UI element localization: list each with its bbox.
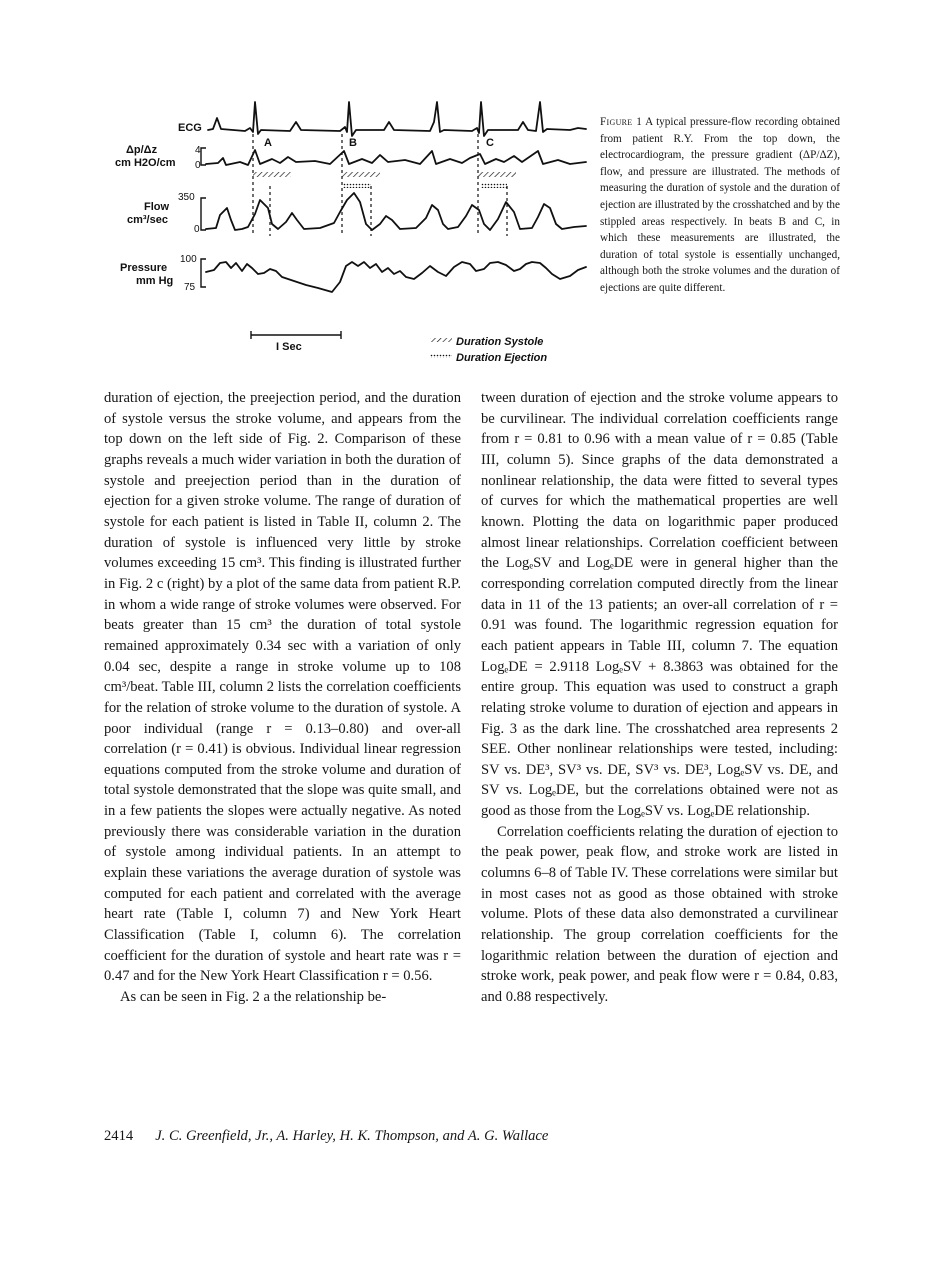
beat-b-label: B	[349, 137, 357, 149]
beat-a-label: A	[264, 137, 272, 149]
caption-text: A typical pressure-flow recording obtained from patient R.Y. From the top down, the electrocardiogram, the pressure gradient (ΔP/ΔZ), flow, and pressure are illustrated. The methods of measuring the duration of systole and the duration of ejection are illustrated by the crosshatched and by the stippled areas respectively. In beats B and C, in which these measurements are illustrated, the duration of total systole is essentially unchanged, although both the stroke volumes and the duration of ejections are quite different.	[600, 116, 840, 294]
systole-hatch-a	[253, 172, 291, 177]
flow-tick-bottom: 0	[194, 224, 200, 235]
figure-1-caption	[600, 114, 840, 297]
pressure-tick-bottom: 75	[184, 282, 196, 293]
caption-heading: Figure 1	[600, 116, 643, 128]
left-paragraph-1: duration of ejection, the preejection period, and the duration of systole versus the stroke volume, and appears from the top down on the left side of Fig. 2. Comparison of these graphs reveals a much wider variation in both the duration of systole and preejection period than in the duration of ejection for a given stroke volume. The range of duration of systole for each patient is listed in Table II, column 2. The duration of systole is influenced very little by stroke volumes exceeding 15 cm³. This finding is illustrated further in Fig. 2 c (right) by a plot of the same data from patient R.P. in whom a wide range of stroke volumes were observed. For beats greater than 15 cm³ the duration of total systole remained approximately 0.34 sec with a variation of only 0.04 sec, despite a range in stroke volume up to 108 cm³/beat. Table III, column 2 lists the correlation coefficients for the relation of stroke volume to the duration of systole. A poor individual (range r = 0.13–0.80) and over-all correlation (r = 0.41) is obvious. Individual linear regression equations computed from the stroke volume and duration of total systole demonstrated that the slope was quite small, and in a few patients the slopes were actually negative. As noted previously there was considerable variation in the duration of systole among individual patients. In an attempt to explain these variations the average duration of systole was computed for each patient and correlated with the average heart rate (Table I, column 7) and New York Heart Classification (Table I, column 6). The correlation coefficient for the duration of systole and heart rate was r = 0.47 and for the New York Heart Classification r = 0.56.	[104, 390, 461, 985]
gradient-label: Δp/Δz	[126, 144, 158, 156]
pressure-tick-top: 100	[180, 254, 197, 265]
legend-systole: Duration Systole	[456, 336, 544, 348]
legend-hatch-swatch	[430, 338, 452, 342]
ecg-trace	[208, 102, 586, 136]
pressure-scale-bracket	[201, 259, 206, 287]
left-paragraph-2: As can be seen in Fig. 2 a the relationship be-	[120, 989, 387, 1006]
figure-1-recording	[100, 96, 592, 372]
gradient-trace	[206, 150, 586, 165]
left-column	[104, 388, 461, 1008]
legend-stipple-swatch	[430, 354, 452, 358]
legend-ejection: Duration Ejection	[456, 352, 548, 364]
beat-c-label: C	[486, 137, 494, 149]
right-paragraph-2: Correlation coefficients relating the duration of ejection to the peak power, peak flow, and stroke work are listed in columns 6–8 of Table IV. These correlations were similar but in most cases not as good as those obtained with stroke volume. Plots of these data also demonstrated a curvilinear relationship. The group correlation coefficients for the logarithmic relation between the duration of ejection and stroke work, peak power, and peak flow were r = 0.84, 0.83, and 0.88 respectively.	[481, 823, 838, 1006]
flow-tick-top: 350	[178, 192, 195, 203]
flow-trace	[206, 193, 586, 230]
flow-unit-label: cm³/sec	[127, 214, 168, 226]
flow-scale-bracket	[201, 198, 206, 230]
pressure-unit-label: mm Hg	[136, 275, 174, 287]
systole-hatch-b	[342, 172, 380, 177]
time-scale-label: I Sec	[276, 341, 302, 353]
gradient-tick-bottom: 0	[195, 160, 201, 171]
gradient-tick-top: 4	[195, 145, 201, 156]
page-number: 2414	[104, 1128, 134, 1144]
gradient-unit-label: cm H2O/cm	[115, 157, 176, 169]
right-column	[481, 388, 838, 1008]
running-authors: J. C. Greenfield, Jr., A. Harley, H. K. Thompson, and A. G. Wallace	[155, 1128, 549, 1144]
ejection-stipple-c	[481, 183, 507, 188]
ecg-label: ECG	[178, 122, 202, 134]
flow-label: Flow	[144, 201, 170, 213]
right-paragraph-1: tween duration of ejection and the stroke volume appears to be curvilinear. The individual correlation coefficients range from r = 0.81 to 0.96 with a mean value of r = 0.85 (Table III, column 5). Since graphs of the data demonstrated a nonlinear relationship, the data were fitted to several types of curves for which the mathematical properties are well known. Plotting the data on logarithmic paper produced almost linear relationships. Correlation coefficient between the LogₑSV and LogₑDE were in general higher than the corresponding correlation computed directly from the linear data in 11 of the 13 patients; an over-all correlation of r = 0.91 was found. The logarithmic regression equation for each patient appears in Table III, column 7. The equation LogₑDE = 2.9118 LogₑSV + 8.3863 was obtained for the entire group. This equation was used to construct a graph relating stroke volume to duration of ejection and appears in Fig. 3 as the dark line. The crosshatched area represents 2 SEE. Other nonlinear relationships were tested, including: SV vs. DE³, SV³ vs. DE, SV³ vs. DE³, LogₑSV vs. DE, and SV vs. LogₑDE, but the correlations obtained were not as good as those from the LogₑSV vs. LogₑDE relationship.	[481, 390, 838, 820]
systole-hatch-c	[478, 172, 516, 177]
pressure-label: Pressure	[120, 262, 168, 274]
pressure-trace	[206, 262, 586, 292]
page-footer	[104, 1128, 844, 1145]
ejection-stipple-b	[343, 183, 371, 188]
gradient-scale-bracket	[201, 148, 206, 165]
